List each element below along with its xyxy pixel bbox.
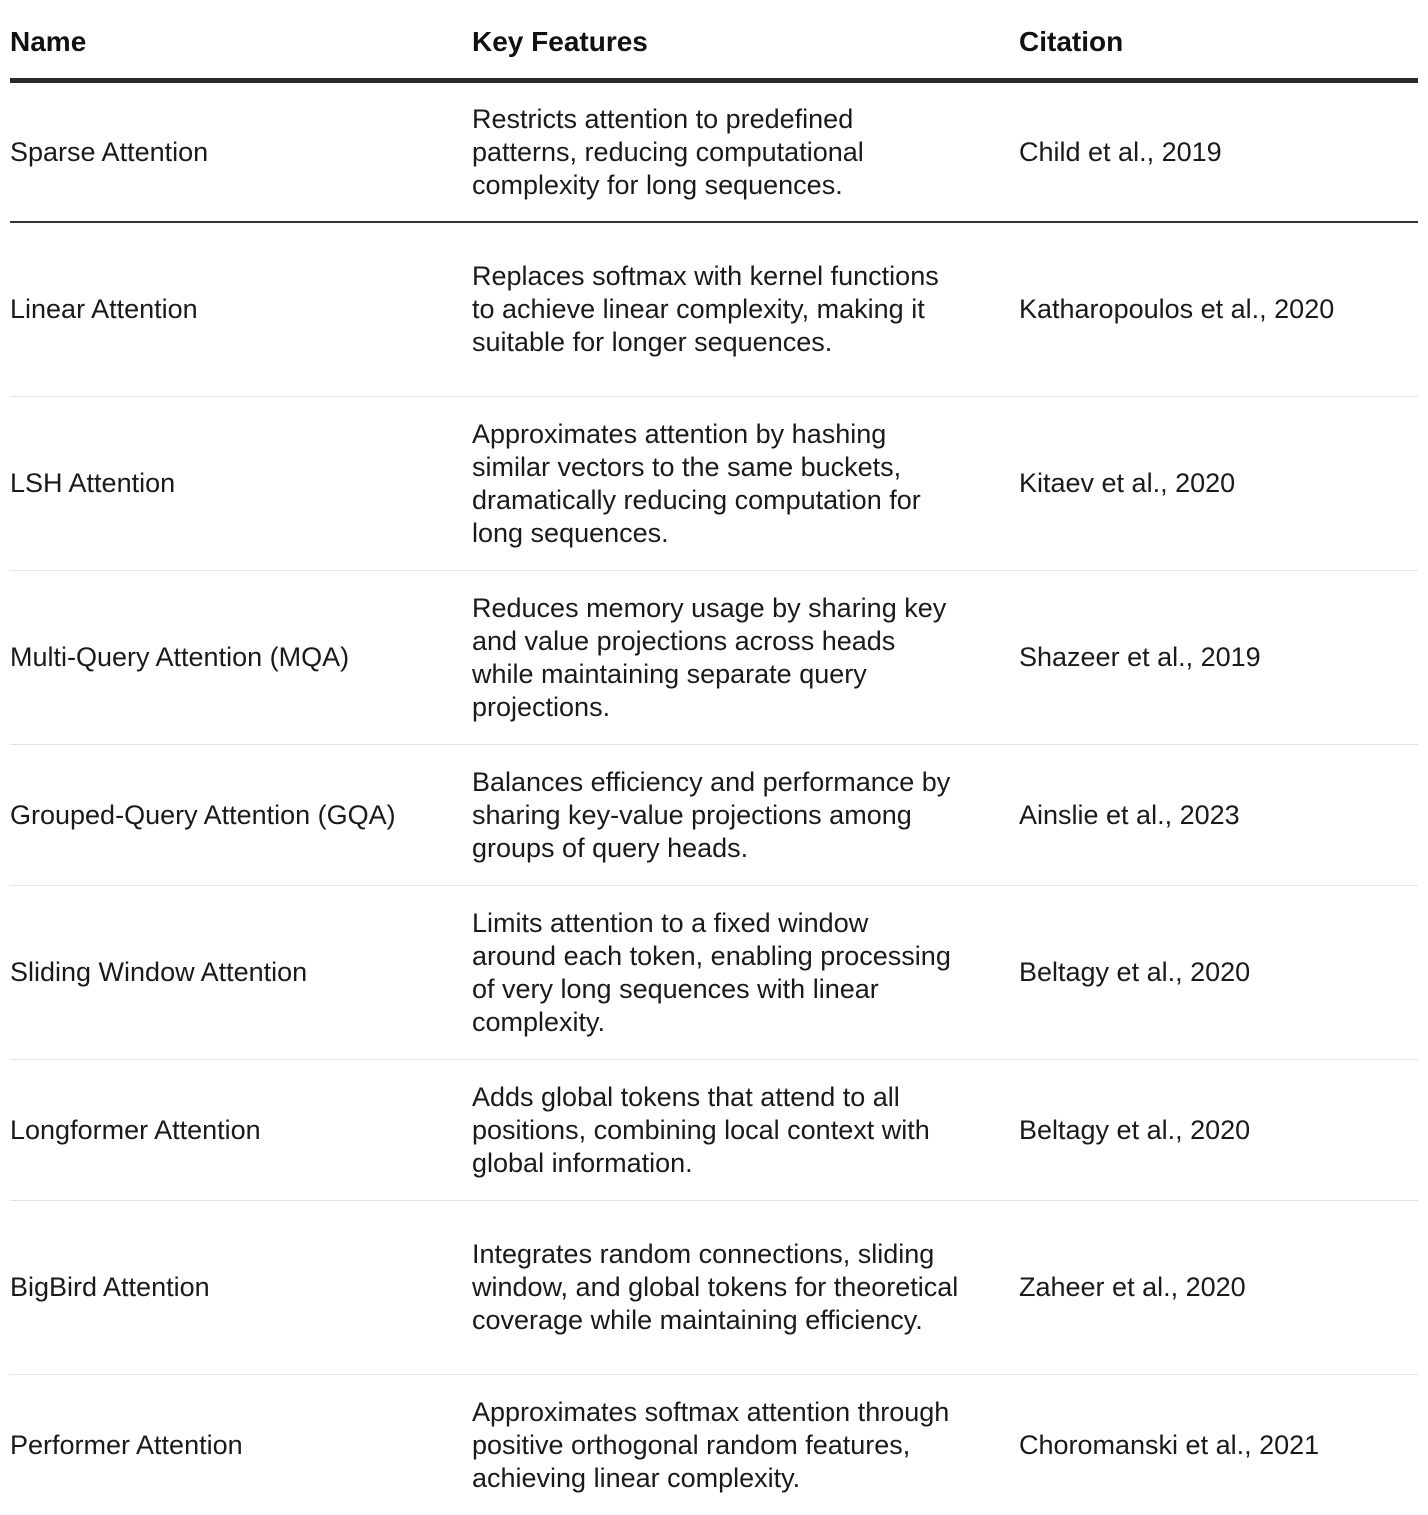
attention-methods-table [10,0,1418,1515]
row-citation: Beltagy et al., 2020 [1019,1114,1251,1145]
row-name: Multi-Query Attention (MQA) [10,642,350,672]
row-features: Reduces memory usage by sharing key and value projections across heads while maintaining separate query projections. [472,592,947,722]
row-citation: Zaheer et al., 2020 [1019,1272,1246,1302]
row-features: Approximates softmax attention through positive orthogonal random features, achieving linear complexity. [472,1396,950,1493]
row-name: BigBird Attention [10,1272,210,1302]
row-citation: Child et al., 2019 [1019,136,1222,167]
table-row [10,1375,1418,1515]
row-citation: Ainslie et al., 2023 [1019,799,1240,830]
row-name: Grouped-Query Attention (GQA) [10,799,396,830]
row-features: Integrates random connections, sliding window, and global tokens for theoretical coverage while maintaining efficiency. [472,1239,959,1335]
row-citation: Shazeer et al., 2019 [1019,642,1261,672]
row-features: Adds global tokens that attend to all positions, combining local context with global information. [472,1081,930,1178]
row-features: Balances efficiency and performance by sharing key-value projections among groups of query heads. [472,766,951,863]
row-name: Sparse Attention [10,136,209,167]
row-features: Limits attention to a fixed window around each token, enabling processing of very long sequences with linear complexity. [472,907,951,1037]
row-citation: Katharopoulos et al., 2020 [1019,294,1335,324]
table-header [10,0,1418,83]
row-features: Restricts attention to predefined patterns, reducing computational complexity for long sequences. [472,103,864,200]
row-features: Replaces softmax with kernel functions to achieve linear complexity, making it suitable for longer sequences. [472,261,939,357]
row-name: LSH Attention [10,468,176,498]
row-citation: Kitaev et al., 2020 [1019,468,1236,498]
table-row [10,571,1418,745]
table-row [10,223,1418,397]
header-features: Key Features [472,26,648,57]
row-name: Sliding Window Attention [10,957,308,987]
row-name: Performer Attention [10,1429,243,1460]
table-row [10,83,1418,223]
table-row [10,886,1418,1060]
row-name: Longformer Attention [10,1114,261,1145]
header-name: Name [10,26,87,57]
table-row [10,1060,1418,1201]
row-citation: Choromanski et al., 2021 [1019,1429,1320,1460]
table-row [10,1201,1418,1375]
table-row [10,745,1418,886]
table-row [10,397,1418,571]
row-name: Linear Attention [10,294,198,324]
row-citation: Beltagy et al., 2020 [1019,957,1251,987]
row-features: Approximates attention by hashing similar vectors to the same buckets, dramatically reducing computation for long sequences. [472,418,921,548]
header-citation: Citation [1019,26,1124,57]
